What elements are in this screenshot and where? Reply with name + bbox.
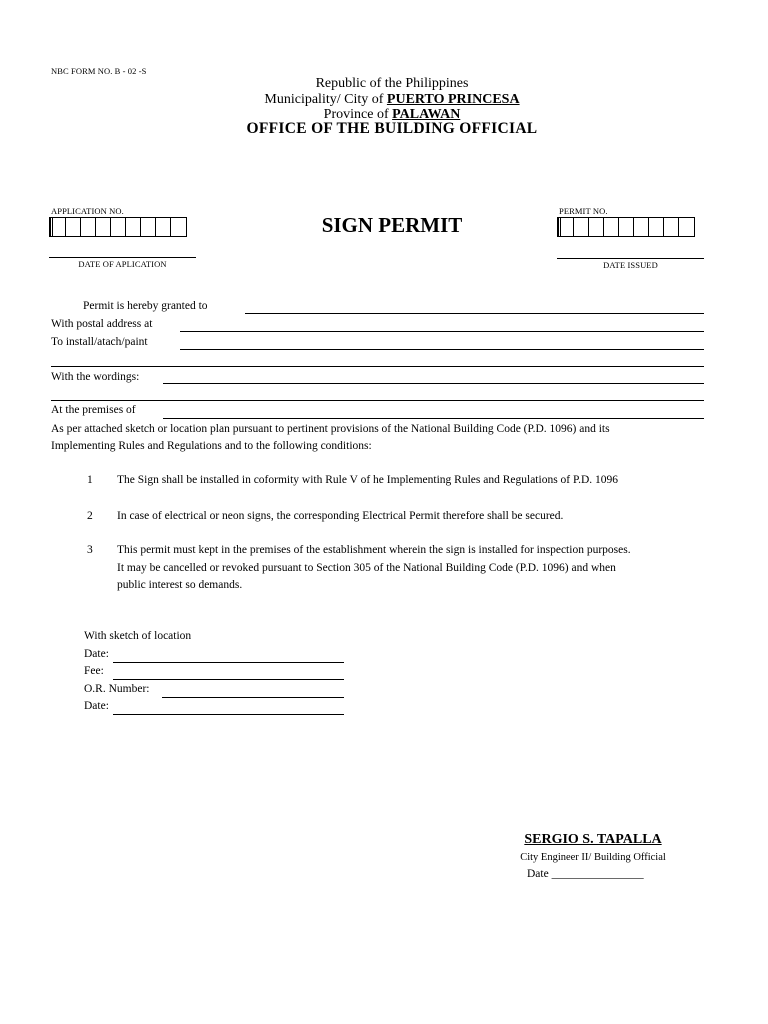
permit-no-boxes[interactable] — [557, 217, 695, 237]
office-title: OFFICE OF THE BUILDING OFFICIAL — [246, 120, 538, 137]
intro-line-2: Implementing Rules and Regulations and to the following conditions: — [51, 440, 372, 452]
condition-2-text: In case of electrical or neon signs, the corresponding Electrical Permit therefore shall be secured. — [117, 510, 564, 522]
postal-address-line[interactable] — [180, 331, 704, 332]
signatory-date-label: Date — [527, 868, 549, 880]
sketch-date-line[interactable] — [113, 662, 344, 663]
postal-address-label: With postal address at — [51, 318, 153, 330]
wordings-label: With the wordings: — [51, 371, 140, 383]
date-issued-line[interactable] — [557, 258, 704, 259]
signatory-position: City Engineer II/ Building Official — [520, 852, 666, 863]
province-value: PALAWAN — [392, 107, 461, 122]
install-extra-line[interactable] — [51, 366, 704, 367]
condition-3-text-2: It may be cancelled or revoked pursuant to Section 305 of the National Building Code (P.D. 1096) and when — [117, 562, 616, 574]
wordings-line[interactable] — [163, 383, 704, 384]
municipality-line — [0, 92, 768, 108]
condition-1-number: 1 — [87, 474, 93, 486]
municipality-value: PUERTO PRINCESA — [386, 92, 520, 107]
premises-label: At the premises of — [51, 404, 136, 416]
granted-to-line[interactable] — [245, 313, 704, 314]
republic-line: Republic of the Philippines — [315, 76, 469, 91]
form-number: NBC FORM NO. B - 02 -S — [51, 66, 147, 76]
municipality-label: Municipality/ City of — [264, 92, 384, 107]
intro-line-1: As per attached sketch or location plan pursuant to pertinent provisions of the National Building Code (P.D. 1096) and its — [51, 423, 610, 435]
or-number-label: O.R. Number: — [84, 683, 150, 695]
signatory-name — [480, 832, 706, 848]
date-of-application-line[interactable] — [49, 257, 196, 258]
date-of-application-label: DATE OF APLICATION — [78, 259, 167, 269]
application-no-label: APPLICATION NO. — [51, 206, 124, 216]
condition-3-text-3: public interest so demands. — [117, 579, 243, 591]
sketch-title: With sketch of location — [84, 630, 192, 642]
permit-title: SIGN PERMIT — [321, 213, 463, 237]
permit-no-label: PERMIT NO. — [559, 206, 608, 216]
signatory-date — [527, 868, 644, 880]
or-date-line[interactable] — [113, 714, 344, 715]
province-label: Province of — [323, 107, 389, 122]
granted-to-label: Permit is hereby granted to — [83, 300, 208, 312]
sketch-date-label: Date: — [84, 648, 109, 660]
date-issued-label: DATE ISSUED — [603, 260, 658, 270]
condition-1-text: The Sign shall be installed in coformity with Rule V of he Implementing Rules and Regulations of P.D. 1096 — [117, 474, 619, 486]
or-date-label: Date: — [84, 700, 109, 712]
condition-3-text-1: This permit must kept in the premises of the establishment wherein the sign is installed for inspection purposes. — [117, 544, 631, 556]
fee-label: Fee: — [84, 665, 104, 677]
condition-2-number: 2 — [87, 510, 93, 522]
signatory-date-blank[interactable]: ________________ — [551, 868, 644, 880]
signatory-name-text: SERGIO S. TAPALLA — [524, 832, 662, 847]
or-number-line[interactable] — [162, 697, 344, 698]
condition-3-number: 3 — [87, 544, 93, 556]
install-label: To install/atach/paint — [51, 336, 148, 348]
premises-line[interactable] — [163, 418, 704, 419]
wordings-extra-line[interactable] — [51, 400, 704, 401]
install-line[interactable] — [180, 349, 704, 350]
fee-line[interactable] — [113, 679, 344, 680]
